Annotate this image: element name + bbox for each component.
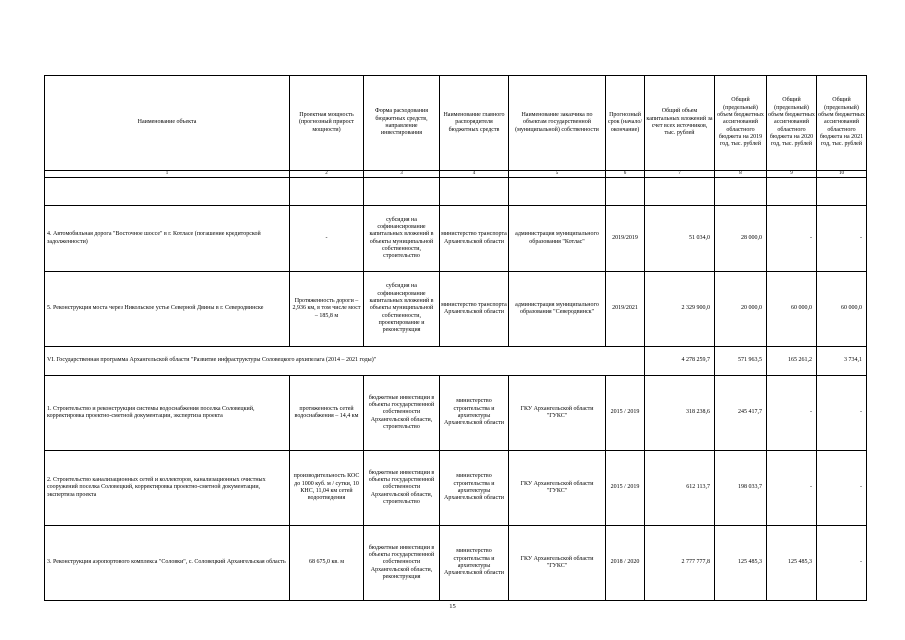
customer: ГКУ Архангельской области "ГУКС" — [509, 451, 606, 526]
header-cell: Общий (предельный) объем бюджетных ассигнований областного бюджета на 2019 год, тыс. рублей — [715, 76, 767, 171]
funding-form: бюджетные инвестиции в объекты государственной собственности Архангельской области, строительство — [364, 376, 440, 451]
section-total: 4 278 259,7 — [645, 347, 715, 376]
section-row — [45, 347, 867, 376]
column-number: 9 — [767, 171, 817, 178]
investment-table — [44, 75, 867, 601]
table-row — [45, 451, 867, 526]
table-row — [45, 272, 867, 347]
section-2021: 3 734,1 — [817, 347, 867, 376]
funding-form: бюджетные инвестиции в объекты государственной собственности Архангельской области, реконструкция — [364, 526, 440, 601]
object-name: 2. Строительство канализационных сетей и коллекторов, канализационных очистных сооружений поселка Соловецкий, корректировка проектно-сметной документации, экспертиза проекта — [45, 451, 290, 526]
capacity: производительность КОС до 1000 куб. м / сутки, 10 КНС, 11,04 км сетей водоотведения — [290, 451, 364, 526]
header-cell: Форма расходования бюджетных средств, направление инвестирования — [364, 76, 440, 171]
column-number: 1 — [45, 171, 290, 178]
budget-2020: 125 485,3 — [767, 526, 817, 601]
capacity: Протяженность дороги – 2,936 км, в том числе мост – 185,8 м — [290, 272, 364, 347]
budget-2019: 245 417,7 — [715, 376, 767, 451]
funding-form: субсидия на софинансирование капитальных вложений в объекты муниципальной собственности, строительство — [364, 206, 440, 272]
page-number: 15 — [449, 603, 456, 610]
column-number: 4 — [440, 171, 509, 178]
object-name: 4. Автомобильная дорога "Восточное шоссе" в г. Котласе (погашение кредиторской задолженности) — [45, 206, 290, 272]
budget-2019: 198 033,7 — [715, 451, 767, 526]
customer: ГКУ Архангельской области "ГУКС" — [509, 526, 606, 601]
column-number-row — [45, 171, 867, 178]
capacity: - — [290, 206, 364, 272]
header-cell: Наименование объекта — [45, 76, 290, 171]
column-number: 6 — [606, 171, 645, 178]
budget-manager: министерство строительства и архитектуры Архангельской области — [440, 526, 509, 601]
budget-2020: - — [767, 376, 817, 451]
budget-2019: 28 000,0 — [715, 206, 767, 272]
budget-2021: - — [817, 526, 867, 601]
budget-2021: - — [817, 206, 867, 272]
header-cell: Наименование главного распорядителя бюджетных средств — [440, 76, 509, 171]
column-number: 3 — [364, 171, 440, 178]
spacer-row — [45, 178, 867, 206]
column-number: 8 — [715, 171, 767, 178]
budget-2019: 20 000,0 — [715, 272, 767, 347]
customer: администрация муниципального образования "Котлас" — [509, 206, 606, 272]
header-cell: Прогнозный срок (начало/окончание) — [606, 76, 645, 171]
term: 2015 / 2019 — [606, 376, 645, 451]
object-name: 1. Строительство и реконструкция системы водоснабжения поселка Соловецкий, корректировка проектно-сметной документации, экспертиза проекта — [45, 376, 290, 451]
budget-manager: министерство строительства и архитектуры Архангельской области — [440, 376, 509, 451]
term: 2015 / 2019 — [606, 451, 645, 526]
term: 2019/2021 — [606, 272, 645, 347]
capacity: 68 675,0 кв. м — [290, 526, 364, 601]
header-cell: Общий (предельный) объем бюджетных ассигнований областного бюджета на 2020 год, тыс. рублей — [767, 76, 817, 171]
total-investment: 51 034,0 — [645, 206, 715, 272]
column-number: 10 — [817, 171, 867, 178]
total-investment: 318 238,6 — [645, 376, 715, 451]
funding-form: субсидия на софинансирование капитальных вложений в объекты муниципальной собственности, проектирование и реконструкция — [364, 272, 440, 347]
term: 2019/2019 — [606, 206, 645, 272]
capacity: протяженность сетей водоснабжения – 14,4 км — [290, 376, 364, 451]
budget-2020: 60 000,0 — [767, 272, 817, 347]
budget-2019: 125 485,3 — [715, 526, 767, 601]
table-row — [45, 206, 867, 272]
budget-manager: министерство транспорта Архангельской области — [440, 272, 509, 347]
table-row — [45, 526, 867, 601]
section-title: VI. Государственная программа Архангельской области "Развитие инфраструктуры Соловецкого архипелага (2014 – 2021 годы)" — [45, 347, 645, 376]
term: 2018 / 2020 — [606, 526, 645, 601]
funding-form: бюджетные инвестиции в объекты государственной собственности Архангельской области, строительство — [364, 451, 440, 526]
budget-manager: министерство транспорта Архангельской области — [440, 206, 509, 272]
section-2019: 571 963,5 — [715, 347, 767, 376]
column-number: 2 — [290, 171, 364, 178]
object-name: 5. Реконструкция моста через Никольское устье Северной Двины в г. Северодвинске — [45, 272, 290, 347]
header-cell: Общий (предельный) объем бюджетных ассигнований областного бюджета на 2021 год, тыс. рублей — [817, 76, 867, 171]
total-investment: 2 777 777,8 — [645, 526, 715, 601]
budget-2020: - — [767, 451, 817, 526]
header-cell: Наименование заказчика по объектам государственной (муниципальной) собственности — [509, 76, 606, 171]
object-name: 3. Реконструкция аэропортового комплекса "Соловки", с. Соловецкий Архангельская область — [45, 526, 290, 601]
table-row — [45, 376, 867, 451]
total-investment: 2 329 900,0 — [645, 272, 715, 347]
section-2020: 165 261,2 — [767, 347, 817, 376]
customer: ГКУ Архангельской области "ГУКС" — [509, 376, 606, 451]
budget-2021: 60 000,0 — [817, 272, 867, 347]
customer: администрация муниципального образования "Северодвинск" — [509, 272, 606, 347]
header-cell: Общий объем капитальных вложений за счет всех источников, тыс. рублей — [645, 76, 715, 171]
column-number: 5 — [509, 171, 606, 178]
table-header-row — [45, 76, 867, 171]
budget-manager: министерство строительства и архитектуры Архангельской области — [440, 451, 509, 526]
budget-2021: - — [817, 451, 867, 526]
header-cell: Проектная мощность (прогнозный прирост мощности) — [290, 76, 364, 171]
budget-2020: - — [767, 206, 817, 272]
budget-2021: - — [817, 376, 867, 451]
total-investment: 612 113,7 — [645, 451, 715, 526]
column-number: 7 — [645, 171, 715, 178]
